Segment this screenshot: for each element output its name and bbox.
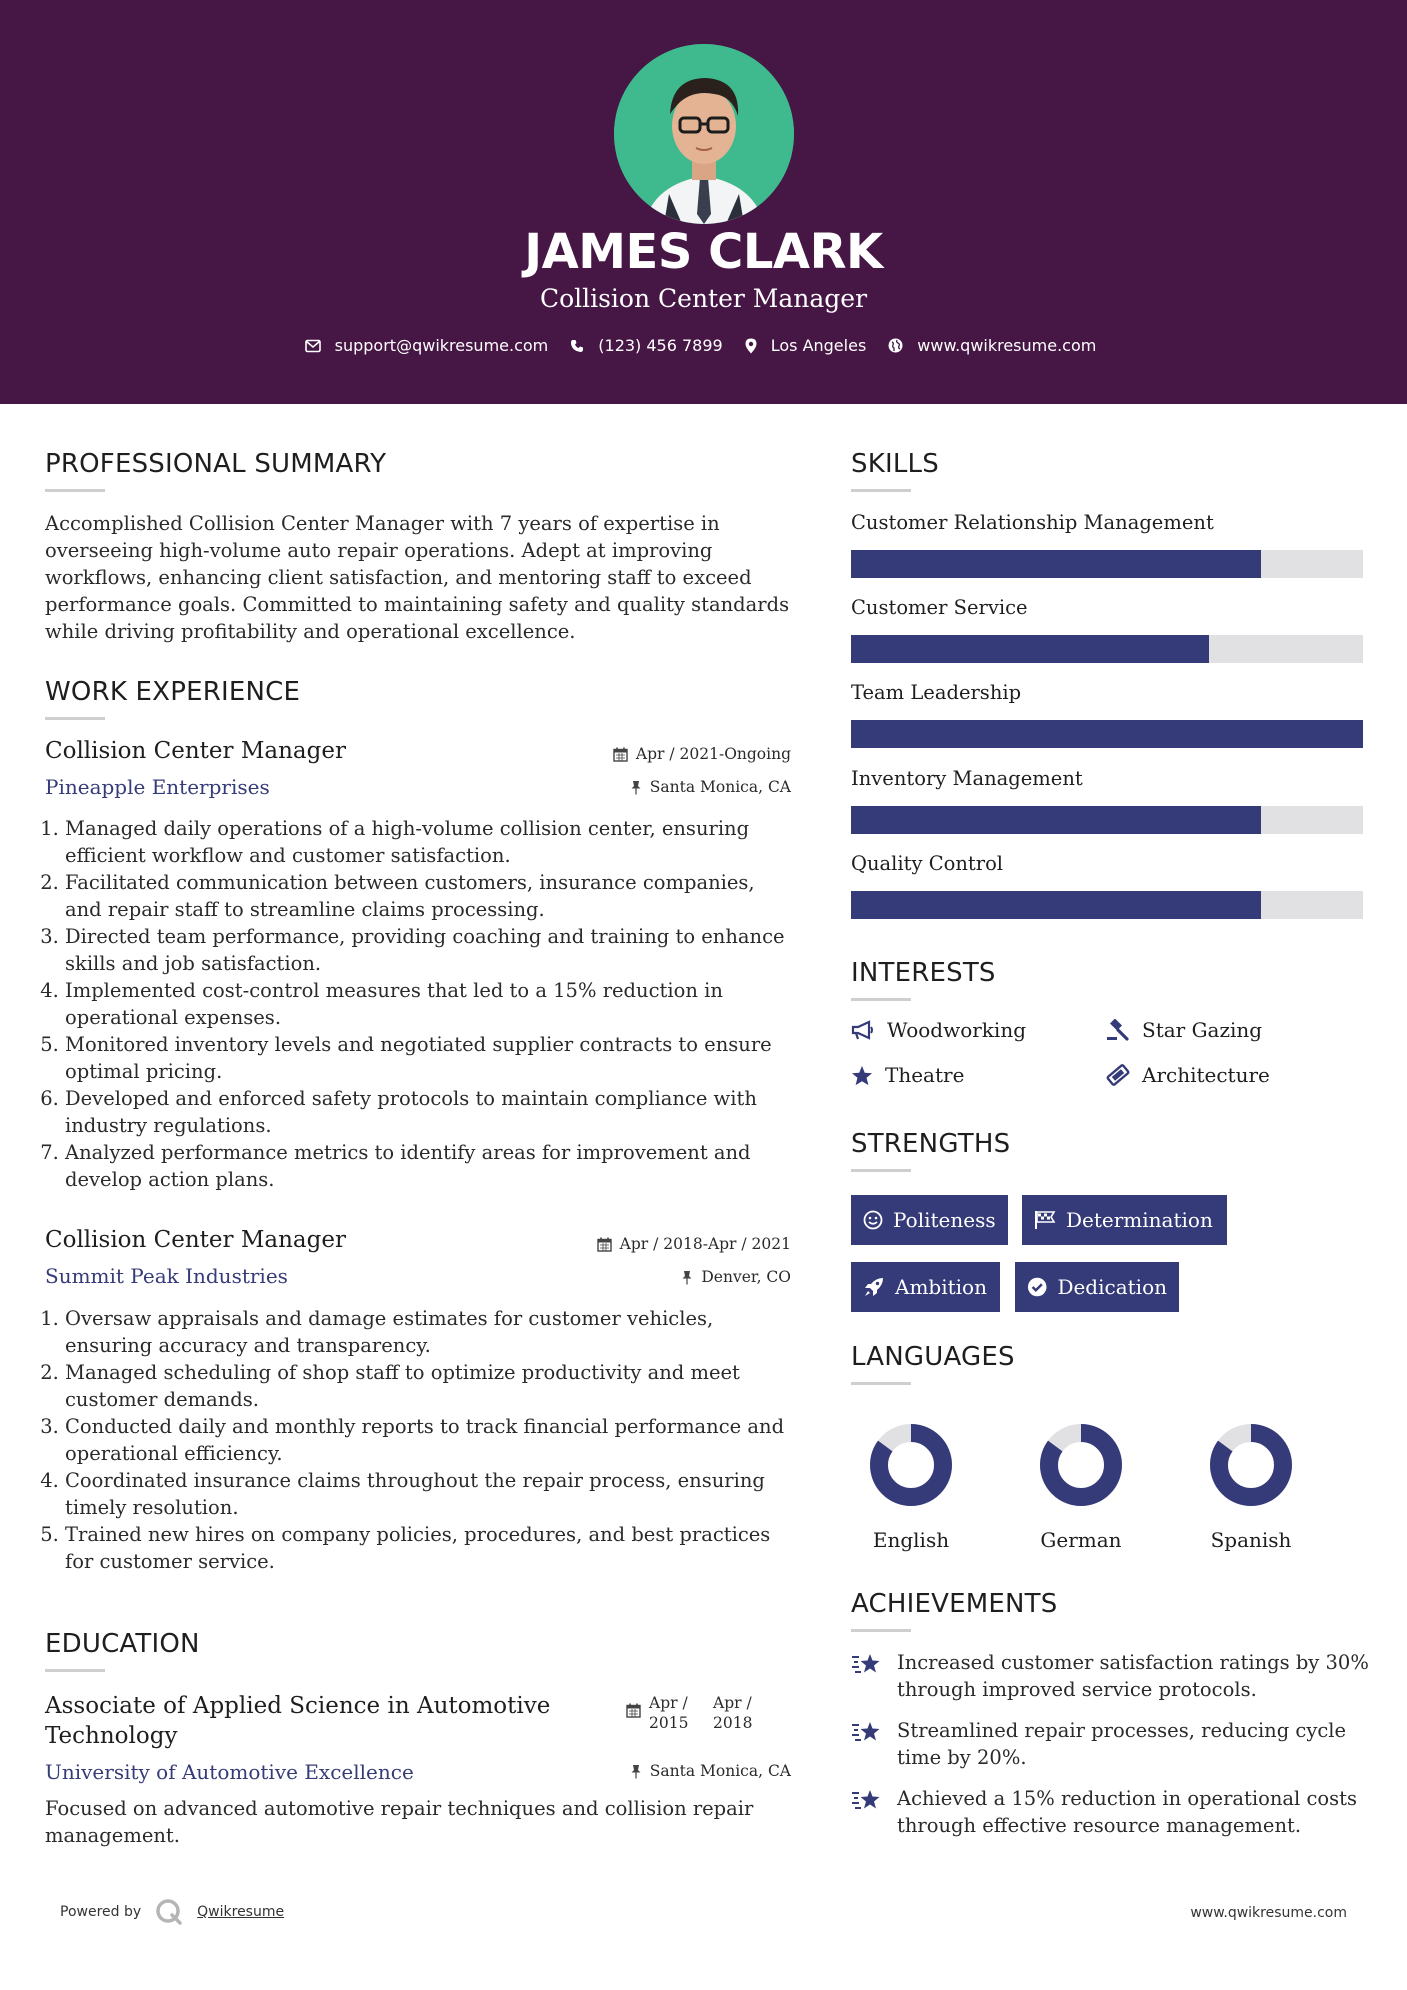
gavel-icon [1106, 1019, 1130, 1041]
skill-bar-fill [851, 720, 1363, 748]
job-location-text: Denver, CO [701, 1268, 791, 1286]
skill-bar [851, 891, 1363, 919]
shooting-star-icon [851, 1719, 883, 1745]
contact-phone-text: (123) 456 7899 [598, 336, 723, 355]
strength-label: Politeness [893, 1208, 996, 1232]
list-item: 4. Implemented cost-control measures that led to a 15% reduction in operational expenses. [65, 977, 795, 1031]
skill-name: Quality Control [851, 852, 1004, 875]
ticket-icon [1106, 1064, 1130, 1086]
skill-bar [851, 720, 1363, 748]
bullhorn-icon [851, 1020, 875, 1040]
skill-bar [851, 806, 1363, 834]
map-marker-icon [745, 338, 757, 354]
check-circle-icon [1027, 1276, 1047, 1298]
education-end-month: Apr / [713, 1694, 752, 1712]
list-item: 1. Oversaw appraisals and damage estimates for customer vehicles, ensuring accuracy and transparency. [65, 1305, 795, 1359]
achievement-text: Streamlined repair processes, reducing cycle time by 20%. [897, 1719, 1347, 1769]
interest-item [851, 1063, 964, 1087]
skill-name: Team Leadership [851, 681, 1022, 704]
job-title: Collision Center Manager [45, 1227, 346, 1253]
list-item: 3. Directed team performance, providing coaching and training to enhance skills and job satisfaction. [65, 923, 795, 977]
envelope-icon [305, 339, 321, 353]
achievement-item [851, 1717, 1371, 1771]
summary-heading: PROFESSIONAL SUMMARY [45, 449, 387, 479]
achievements-heading: ACHIEVEMENTS [851, 1589, 1058, 1619]
language-ring [1206, 1420, 1296, 1510]
language-label: English [872, 1528, 950, 1552]
skill-bar [851, 635, 1363, 663]
footer-website[interactable]: www.qwikresume.com [1190, 1905, 1347, 1921]
skills-heading: SKILLS [851, 449, 939, 479]
education-end-year: 2018 [713, 1714, 753, 1732]
list-item: 1. Managed daily operations of a high-volume collision center, ensuring efficient workflow and customer satisfaction. [65, 815, 795, 869]
education-end [713, 1693, 752, 1733]
candidate-name: JAMES CLARK [524, 224, 883, 280]
strength-badge [1022, 1195, 1227, 1245]
language-label: Spanish [1210, 1528, 1292, 1552]
contact-location-text: Los Angeles [770, 336, 867, 355]
strength-badge [851, 1262, 1000, 1312]
interest-item [851, 1018, 1026, 1042]
pushpin-icon [630, 780, 642, 795]
languages-heading: LANGUAGES [851, 1342, 1015, 1372]
smile-icon [863, 1210, 883, 1230]
skill-bar [851, 550, 1363, 578]
skill-bar-fill [851, 635, 1209, 663]
star-icon [851, 1065, 873, 1086]
interests-heading: INTERESTS [851, 958, 996, 988]
interest-label: Star Gazing [1142, 1018, 1263, 1042]
job-dates-text: Apr / 2018-Apr / 2021 [619, 1235, 791, 1253]
list-item: 5. Trained new hires on company policies, procedures, and best practices for customer service. [65, 1521, 795, 1575]
interest-label: Architecture [1142, 1063, 1270, 1087]
language-item [841, 1420, 981, 1552]
list-item: 5. Monitored inventory levels and negotiated supplier contracts to ensure optimal pricing. [65, 1031, 795, 1085]
strength-label: Ambition [895, 1275, 987, 1299]
education-heading: EDUCATION [45, 1629, 200, 1659]
experience-divider [45, 717, 105, 720]
language-ring [866, 1420, 956, 1510]
strengths-divider [851, 1169, 911, 1172]
degree-title: Associate of Applied Science in Automotive Technology [45, 1693, 551, 1749]
skill-bar-fill [851, 806, 1261, 834]
qwikresume-logo-icon [155, 1898, 183, 1926]
person-avatar-icon [614, 44, 794, 224]
calendar-icon [613, 747, 628, 762]
contact-website-text: www.qwikresume.com [917, 336, 1097, 355]
job-location [681, 1268, 791, 1286]
flag-icon [1034, 1210, 1056, 1230]
education-dates [626, 1693, 752, 1733]
interests-divider [851, 998, 911, 1001]
contact-email-text: support@qwikresume.com [334, 336, 549, 355]
qwikresume-link[interactable]: Qwikresume [197, 1904, 285, 1920]
language-label: German [1040, 1528, 1122, 1552]
pushpin-icon [681, 1270, 693, 1285]
summary-divider [45, 489, 105, 492]
strength-label: Dedication [1057, 1275, 1167, 1299]
interest-item [1106, 1018, 1262, 1042]
calendar-icon [626, 1703, 641, 1718]
footer-powered-by [60, 1898, 284, 1926]
job-dates [613, 745, 791, 763]
language-item [1181, 1420, 1321, 1552]
job-responsibilities [45, 815, 795, 1193]
education-description: Focused on advanced automotive repair techniques and collision repair management. [45, 1797, 754, 1847]
languages-divider [851, 1382, 911, 1385]
rocket-icon [863, 1276, 885, 1298]
language-item [1011, 1420, 1151, 1552]
contact-phone[interactable] [570, 336, 722, 355]
job-responsibilities [45, 1305, 795, 1575]
contact-bar [0, 336, 1407, 355]
powered-by-label: Powered by [60, 1904, 142, 1920]
contact-location [745, 336, 867, 355]
education-location-text: Santa Monica, CA [649, 1762, 791, 1780]
job-company: Summit Peak Industries [45, 1264, 288, 1288]
education-start-month: Apr / [649, 1694, 688, 1712]
skill-bar-fill [851, 550, 1261, 578]
interest-label: Theatre [885, 1063, 965, 1087]
list-item: 7. Analyzed performance metrics to identify areas for improvement and develop action plans. [65, 1139, 795, 1193]
summary-text: Accomplished Collision Center Manager with 7 years of expertise in overseeing high-volume auto repair operations. Adept at improving workflows, enhancing client satisfaction, and mentoring staff to exceed performance goals. Committed to maintaining safety and quality standards while driving profitability and operational excellence. [45, 512, 790, 643]
list-item: 2. Managed scheduling of shop staff to optimize productivity and meet customer demands. [65, 1359, 795, 1413]
achievement-text: Achieved a 15% reduction in operational costs through effective resource management. [897, 1787, 1357, 1837]
strength-label: Determination [1066, 1208, 1213, 1232]
strength-badge [851, 1195, 1008, 1245]
education-start [649, 1693, 705, 1733]
list-item: 6. Developed and enforced safety protocols to maintain compliance with industry regulations. [65, 1085, 795, 1139]
shooting-star-icon [851, 1787, 883, 1813]
experience-heading: WORK EXPERIENCE [45, 677, 301, 707]
shooting-star-icon [851, 1651, 883, 1677]
job-dates [597, 1235, 791, 1253]
contact-website[interactable] [888, 336, 1096, 355]
candidate-title: Collision Center Manager [539, 284, 868, 313]
school-name: University of Automotive Excellence [45, 1760, 414, 1784]
list-item: 4. Coordinated insurance claims throughout the repair process, ensuring timely resolution. [65, 1467, 795, 1521]
achievements-divider [851, 1629, 911, 1632]
profile-photo [614, 44, 794, 224]
interest-label: Woodworking [887, 1018, 1027, 1042]
skills-divider [851, 489, 911, 492]
contact-email[interactable] [305, 336, 549, 355]
achievement-item [851, 1649, 1371, 1703]
strengths-heading: STRENGTHS [851, 1129, 1011, 1159]
list-item: 3. Conducted daily and monthly reports to track financial performance and operational efficiency. [65, 1413, 795, 1467]
pushpin-icon [630, 1764, 642, 1779]
job-dates-text: Apr / 2021-Ongoing [635, 745, 791, 763]
achievement-text: Increased customer satisfaction ratings by 30% through improved service protocols. [897, 1651, 1369, 1701]
skill-name: Customer Service [851, 596, 1028, 619]
list-item: 2. Facilitated communication between customers, insurance companies, and repair staff to streamline claims processing. [65, 869, 795, 923]
interest-item [1106, 1063, 1270, 1087]
skill-bar-fill [851, 891, 1261, 919]
job-title: Collision Center Manager [45, 738, 346, 764]
education-start-year: 2015 [649, 1714, 689, 1732]
resume-header [0, 0, 1407, 404]
phone-icon [570, 339, 584, 353]
skill-name: Customer Relationship Management [851, 511, 1214, 534]
skill-name: Inventory Management [851, 767, 1083, 790]
achievement-item [851, 1785, 1371, 1839]
job-location [630, 778, 791, 796]
job-company: Pineapple Enterprises [45, 775, 270, 799]
job-location-text: Santa Monica, CA [649, 778, 791, 796]
globe-icon [888, 338, 903, 353]
language-ring [1036, 1420, 1126, 1510]
strength-badge [1015, 1262, 1179, 1312]
education-location [630, 1762, 791, 1780]
calendar-icon [597, 1237, 612, 1252]
education-divider [45, 1669, 105, 1672]
